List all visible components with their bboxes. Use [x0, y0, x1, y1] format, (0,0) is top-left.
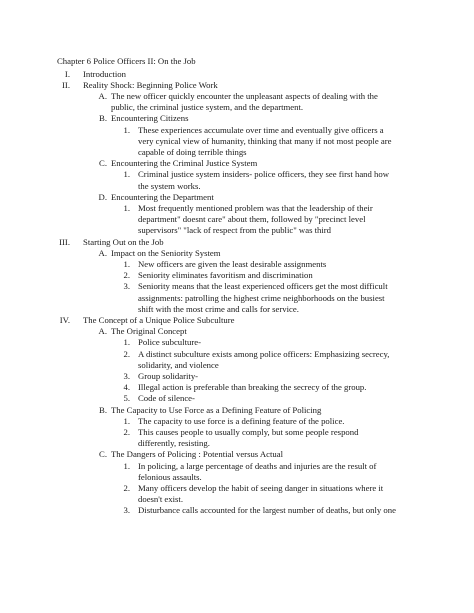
outline-line-text: These experiences accumulate over time and eventually give officers a — [138, 124, 384, 135]
outline-line-text: department" doesnt care" about them, followed by "precinct level — [138, 214, 366, 225]
outline-line-text: supervisors" "lack of respect from the public" was third — [138, 225, 332, 236]
outline-marker: C. — [99, 449, 107, 460]
outline-line-text: This causes people to usually comply, but some people respond — [138, 426, 359, 437]
outline-marker: 1. — [123, 415, 130, 426]
outline-marker: III. — [59, 236, 70, 247]
outline-line-text: assignments: patrolling the highest crime neighborhoods on the busiest — [138, 292, 385, 303]
outline-marker: 2. — [123, 348, 130, 359]
outline-marker: D. — [98, 191, 107, 202]
outline-marker: B. — [99, 113, 107, 124]
outline-line-text: Disturbance calls accounted for the largest number of deaths, but only one — [138, 505, 396, 516]
outline-marker: 2. — [123, 426, 130, 437]
outline-line-text: Reality Shock: Beginning Police Work — [83, 79, 218, 90]
outline-marker: 3. — [123, 281, 130, 292]
outline-line-text: The Capacity to Use Force as a Defining Feature of Policing — [111, 404, 322, 415]
outline-line-text: differently, resisting. — [138, 438, 210, 449]
outline-marker: 3. — [123, 505, 130, 516]
outline-marker: 2. — [123, 270, 130, 281]
outline-marker: IV. — [59, 314, 70, 325]
outline-marker: A. — [98, 90, 107, 101]
outline-marker: A. — [98, 326, 107, 337]
outline-line-text: very cynical view of humanity, thinking that many if not most people are — [138, 135, 392, 146]
outline-marker: 5. — [123, 393, 130, 404]
outline-marker: 1. — [123, 169, 130, 180]
outline-marker: 4. — [123, 382, 130, 393]
outline-line-text: the system works. — [138, 180, 201, 191]
outline-marker: 1. — [123, 337, 130, 348]
outline-marker: II. — [62, 79, 70, 90]
outline-line-text: The Original Concept — [111, 326, 187, 337]
outline-line-text: Introduction — [83, 68, 126, 79]
outline-line-text: Starting Out on the Job — [83, 236, 164, 247]
outline-line-text: Code of silence- — [138, 393, 195, 404]
outline-marker: 3. — [123, 370, 130, 381]
outline-line-text: solidarity, and violence — [138, 359, 219, 370]
outline-line-text: Criminal justice system insiders- police officers, they see first hand how — [138, 169, 389, 180]
outline-line-text: Group solidarity- — [138, 370, 199, 381]
outline-line-text: The new officer quickly encounter the unpleasant aspects of dealing with the — [111, 90, 378, 101]
outline-line-text: A distinct subculture exists among police officers: Emphasizing secrecy, — [138, 348, 390, 359]
outline-line-text: shift with the most crime and calls for service. — [138, 303, 299, 314]
outline-line-text: doesn't exist. — [138, 494, 183, 505]
outline-line-text: Seniority eliminates favoritism and discrimination — [138, 270, 313, 281]
outline-line-text: Most frequently mentioned problem was that the leadership of their — [138, 202, 373, 213]
outline-marker: C. — [99, 158, 107, 169]
outline-line-text: Encountering Citizens — [111, 113, 189, 124]
outline-marker: 1. — [123, 202, 130, 213]
outline-line-text: felonious assaults. — [138, 471, 202, 482]
outline-marker: 1. — [123, 124, 130, 135]
outline-marker: I. — [64, 68, 70, 79]
outline-line-text: Police subculture- — [138, 337, 201, 348]
outline-marker: 1. — [123, 460, 130, 471]
outline-line-text: The Dangers of Policing : Potential versus Actual — [111, 449, 284, 460]
outline-marker: 1. — [123, 258, 130, 269]
outline-line-text: Encountering the Department — [111, 191, 214, 202]
outline-line-text: Seniority means that the least experienced officers get the most difficult — [138, 281, 388, 292]
outline-line-text: public, the criminal justice system, and the department. — [111, 102, 304, 113]
outline-line-text: capable of doing terrible things — [138, 146, 247, 157]
outline-line-text: Encountering the Criminal Justice System — [111, 158, 258, 169]
outline-marker: B. — [99, 404, 107, 415]
outline-line-text: In policing, a large percentage of deaths and injuries are the result of — [138, 460, 377, 471]
outline-line-text: New officers are given the least desirable assignments — [138, 258, 327, 269]
outline-line-text: Illegal action is preferable than breaking the secrecy of the group. — [138, 382, 367, 393]
outline-line-text: The Concept of a Unique Police Subculture — [83, 314, 235, 325]
document-title: Chapter 6 Police Officers II: On the Job — [57, 56, 196, 66]
outline-marker: 2. — [123, 482, 130, 493]
outline-line-text: Impact on the Seniority System — [111, 247, 221, 258]
outline-line-text: The capacity to use force is a defining feature of the police. — [138, 415, 345, 426]
outline-marker: A. — [98, 247, 107, 258]
outline-line-text: Many officers develop the habit of seeing danger in situations where it — [138, 482, 384, 493]
